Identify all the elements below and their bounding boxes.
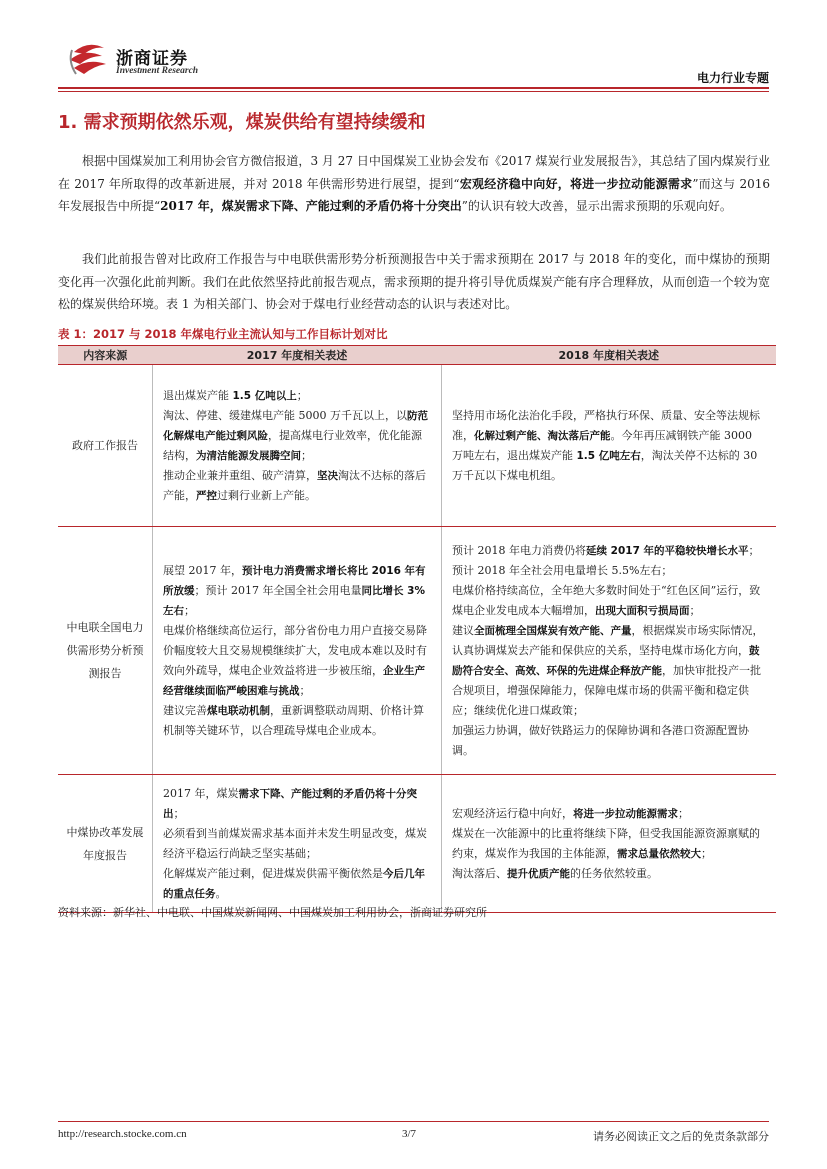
emphasis-text: 预计电力消费需求增长将比 2016 年有所放缓 (163, 564, 426, 597)
header-source: 内容来源 (58, 346, 153, 365)
text-run: ； (301, 448, 312, 462)
row-2017-text (153, 775, 442, 913)
cell-line (452, 721, 766, 761)
row-2017-text (153, 365, 442, 527)
emphasis-text: 为清洁能源发展腾空间 (196, 449, 301, 462)
text-run: ”而这与 2016 年发展报告中所提“ (58, 176, 770, 213)
table-row (58, 365, 776, 527)
text-run: 宏观经济运行稳中向好， (452, 806, 573, 820)
text-run: 预计 2018 年电力消费仍将 (452, 543, 586, 557)
cell-line (163, 824, 431, 864)
logo-english-name: Investment Research (116, 66, 199, 76)
page-number: 3/7 (402, 1128, 417, 1140)
text-run: 2017 年，煤炭 (163, 786, 239, 800)
table-row (58, 775, 776, 913)
text-run: 煤炭在一次能源中的比重将继续下降，但受我国能源资源禀赋的约束，煤炭作为我国的主体能源， (452, 826, 760, 860)
emphasis-text: 全面梳理全国煤炭有效产能、产量 (474, 624, 632, 637)
row-source: 中电联全国电力供需形势分析预测报告 (58, 527, 153, 775)
text-run: 建议完善 (163, 703, 207, 717)
cell-line (163, 561, 431, 621)
source-note: 资料来源：新华社、中电联、中国煤炭新闻网、中国煤炭加工利用协会，浙商证券研究所 (58, 906, 487, 919)
row-source: 政府工作报告 (58, 365, 153, 527)
text-run: 化解煤炭产能过剩，促进煤炭供需平衡依然是 (163, 866, 383, 880)
cell-line (452, 541, 766, 581)
emphasis-text: 化解过剩产能、淘汰落后产能 (474, 429, 611, 442)
emphasis-text: 将进一步拉动能源需求 (573, 807, 678, 820)
report-section-title: 电力行业专题 (696, 71, 769, 85)
text-run: 淘汰落后、 (452, 866, 507, 880)
cell-line (452, 406, 766, 486)
emphasis-text: 煤电联动机制 (207, 704, 270, 717)
emphasis-text: 企业生产经营继续面临严峻困难与挑战 (163, 664, 425, 697)
cell-line (452, 581, 766, 621)
text-run: ； (689, 603, 701, 617)
text-run: 的任务依然较重。 (570, 866, 658, 880)
footer-divider (58, 1121, 769, 1122)
text-run: 推动企业兼并重组、破产清算， (163, 468, 317, 482)
emphasis-text: 鼓励符合安全、高效、环保的先进煤企释放产能 (452, 644, 760, 677)
emphasis-text: 严控 (196, 489, 217, 502)
emphasis-text: 1.5 亿吨左右 (576, 449, 641, 462)
text-run: ，淘汰关停不达标的 30 万千瓦以下煤电机组。 (452, 448, 758, 482)
header-divider (58, 87, 769, 89)
cell-line (163, 406, 431, 466)
table-row (58, 527, 776, 775)
text-run: 淘汰、停建、缓建煤电产能 5000 万千瓦以上，以 (163, 408, 407, 422)
text-run: 加强运力协调，做好铁路运力的保障协调和各港口资源配置协调。 (452, 723, 749, 757)
text-run: ；预计 2018 年全社会用电量增长 5.5%左右； (452, 543, 760, 577)
emphasis-text: 防范化解煤电产能过剩风险 (163, 409, 428, 442)
text-run: ，重新调整联动周期、价格计算机制等关键环节，以合理疏导煤电企业成本。 (163, 703, 424, 737)
text-run: ，加快审批投产一批合规项目，增强保障能力，保障电煤市场的供需平衡和稳定供应；继续优化进口煤政策； (452, 663, 761, 717)
cell-line (452, 864, 766, 884)
cell-line (163, 386, 431, 406)
emphasis-text: 延续 2017 年的平稳较快增长水平 (586, 544, 749, 557)
cell-line (163, 784, 431, 824)
text-run: 坚持用市场化法治化手段，严格执行环保、质量、安全等法规标准， (452, 408, 760, 442)
emphasis-text: 出现大面积亏损局面 (595, 604, 690, 617)
text-run: ； (173, 806, 185, 820)
text-run: ； (184, 603, 195, 617)
emphasis-text: 坚决 (317, 469, 338, 482)
cell-line (452, 804, 766, 824)
header-2017: 2017 年度相关表述 (153, 346, 442, 365)
text-run: ”的认识有较大改善，显示出需求预期的乐观向好。 (461, 199, 732, 213)
logo-chinese-name: 浙商证券 (116, 49, 188, 69)
row-source: 中煤协改革发展年度报告 (58, 775, 153, 913)
header-2018: 2018 年度相关表述 (442, 346, 777, 365)
text-run: ； (299, 683, 311, 697)
text-run: 根据中国煤炭加工利用协会官方微信报道，3 月 27 日中国煤炭工业协会发布《2017 煤炭行业发展报告》，其总结了国内煤炭行业在 2017 年所取得的改革新进展，并对 2018 年供需形势进行展望，提到“ (58, 154, 770, 191)
cell-line (163, 621, 431, 701)
table-caption: 表 1：2017 与 2018 年煤电行业主流认知与工作目标计划对比 (58, 327, 388, 341)
text-run: ，提高煤电行业效率，优化能源结构， (163, 428, 422, 462)
paragraph-2 (58, 248, 770, 316)
text-run: 过剩行业新上产能。 (217, 488, 316, 502)
cell-line (163, 864, 431, 904)
cell-line (452, 621, 766, 721)
text-run: 展望 2017 年， (163, 563, 242, 577)
text-run: ； (296, 388, 308, 402)
emphasis-text: 需求总量依然较大 (617, 847, 701, 860)
emphasis-text: 需求下降、产能过剩的矛盾仍将十分突出 (163, 787, 417, 820)
paragraph-1 (58, 150, 770, 218)
text-run: 我们此前报告曾对比政府工作报告与中电联供需形势分析预测报告中关于需求预期在 2017 与 2018 年的变化，而中煤协的预期变化再一次强化此前判断。我们在此依然坚持此前报告观点，需求预期的提升将引导优质煤炭产能有序合理释放，从而创造一个较为宽松的煤炭供给环境。表 1 为相关部门、协会对于煤电行业经营动态的认识与表述对比。 (58, 252, 770, 311)
cell-line (452, 824, 766, 864)
row-2018-text (442, 527, 777, 775)
text-run: ； (678, 806, 689, 820)
cell-line (163, 701, 431, 741)
text-run: 。 (215, 886, 227, 900)
text-run: 电煤价格持续高位，全年绝大多数时间处于“红色区间”运行，致煤电企业发电成本大幅增加， (452, 583, 761, 617)
emphasis-text: 宏观经济稳中向好，将进一步拉动能源需求 (459, 176, 693, 191)
cell-line (163, 466, 431, 506)
text-run: ； (701, 846, 712, 860)
text-run: 退出煤炭产能 (163, 388, 233, 402)
text-run: ；预计 2017 年全国全社会用电量 (194, 583, 362, 597)
row-2018-text (442, 365, 777, 527)
text-run: 建议 (452, 623, 474, 637)
text-run: ，根据煤炭市场实际情况，认真协调煤炭去产能和保供应的关系，坚持电煤市场化方向， (452, 623, 764, 657)
emphasis-text: 提升优质产能 (507, 867, 570, 880)
row-2018-text (442, 775, 777, 913)
emphasis-text: 同比增长 3%左右 (163, 584, 425, 617)
header-divider-thin (58, 91, 769, 92)
section-heading: 1. 需求预期依然乐观，煤炭供给有望持续缓和 (58, 112, 426, 133)
text-run: 必须看到当前煤炭需求基本面并未发生明显改变，煤炭经济平稳运行尚缺乏坚实基础； (163, 826, 427, 860)
text-run: 淘汰不达标的落后产能， (163, 468, 426, 502)
footer-url-link[interactable]: http://research.stocke.com.cn (58, 1128, 187, 1140)
text-run: 。今年再压减钢铁产能 3000 万吨左右，退出煤炭产能 (452, 428, 752, 462)
footer-disclaimer: 请务必阅读正文之后的免责条款部分 (593, 1130, 769, 1143)
text-run: 电煤价格继续高位运行，部分省份电力用户直接交易降价幅度较大且交易规模继续扩大，发电成本难以及时有效向外疏导，煤电企业效益将进一步被压缩， (163, 623, 427, 677)
table-header-row (58, 346, 776, 365)
row-2017-text (153, 527, 442, 775)
emphasis-text: 1.5 亿吨以上 (232, 389, 297, 402)
comparison-table (58, 345, 776, 913)
company-logo-icon (64, 38, 112, 78)
emphasis-text: 今后几年的重点任务 (163, 867, 425, 900)
emphasis-text: 2017 年，煤炭需求下降、产能过剩的矛盾仍将十分突出 (160, 199, 462, 213)
